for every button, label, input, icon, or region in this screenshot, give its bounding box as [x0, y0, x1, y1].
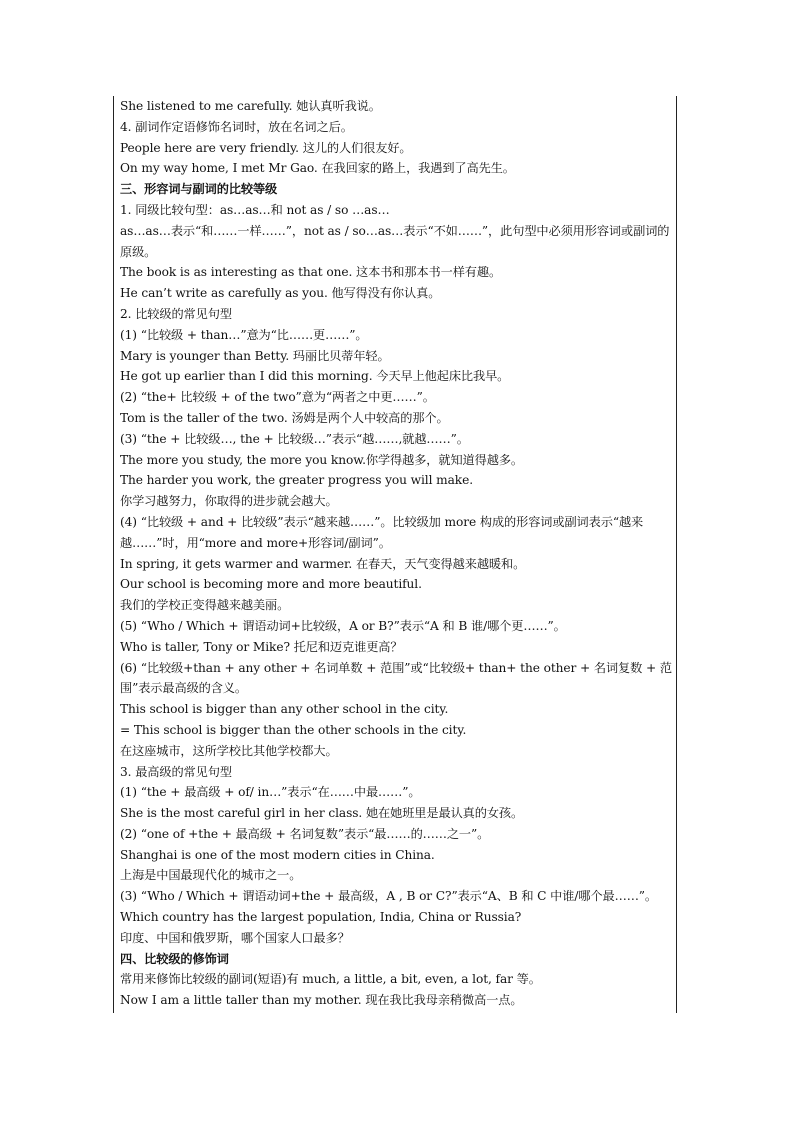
text-line: 在这座城市，这所学校比其他学校都大。	[120, 743, 338, 758]
text-paragraph: as…as…表示“和……一样……”，not as / so…as…表示“不如……”，此句型中必须用形容词或副词的原级。	[120, 223, 670, 259]
table-border-right	[676, 96, 677, 1013]
text-line: Who is taller, Tony or Mike? 托尼和迈克谁更高？	[120, 639, 403, 654]
text-line: The more you study, the more you know.你学得越多，就知道得越多。	[120, 452, 523, 467]
text-line: Our school is becoming more and more beautiful.	[120, 577, 422, 592]
text-line: Shanghai is one of the most modern cities in China.	[120, 847, 435, 862]
text-line: (1) “the + 最高级 + of/ in…”表示“在……中最……”。	[120, 785, 421, 800]
table-border-left	[113, 96, 114, 1013]
text-line: 1. 同级比较句型：as…as…和 not as / so …as…	[120, 202, 390, 217]
text-line: Mary is younger than Betty. 玛丽比贝蒂年轻。	[120, 348, 390, 363]
text-line: (2) “the+ 比较级 + of the two”意为“两者之中更……”。	[120, 390, 435, 405]
text-paragraph: (6) “比较级+than + any other + 名词单数 + 范围”或“比较级+ than+ the other + 名词复数 + 范围”表示最高级的含义。	[120, 660, 672, 696]
text-line: (5) “Who / Which + 谓语动词+比较级，A or B?”表示“A 和 B 谁/哪个更……”。	[120, 618, 566, 633]
text-line: 上海是中国最现代化的城市之一。	[120, 868, 302, 883]
text-line: He can’t write as carefully as you. 他写得没有你认真。	[120, 286, 441, 301]
text-line: 我们的学校正变得越来越美丽。	[120, 598, 290, 613]
text-line: She listened to me carefully. 她认真听我说。	[120, 99, 381, 113]
text-line: Tom is the taller of the two. 汤姆是两个人中较高的那个。	[120, 410, 449, 425]
section-heading: 三、形容词与副词的比较等级	[120, 182, 278, 197]
text-line: 4. 副词作定语修饰名词时，放在名词之后。	[120, 119, 353, 134]
text-line: 3. 最高级的常见句型	[120, 764, 232, 779]
text-line: (2) “one of +the + 最高级 + 名词复数”表示“最……的……之一”。	[120, 826, 490, 841]
text-line: She is the most careful girl in her class. 她在她班里是最认真的女孩。	[120, 806, 524, 821]
section-heading: 四、比较级的修饰词	[120, 951, 229, 966]
text-line: (3) “Who / Which + 谓语动词+the + 最高级，A , B or C?”表示“A、B 和 C 中谁/哪个最……”。	[120, 889, 658, 904]
text-line: (3) “the + 比较级…, the + 比较级…”表示“越……,就越……”。	[120, 431, 469, 446]
text-line: 常用来修饰比较级的副词(短语)有 much, a little, a bit, even, a lot, far 等。	[120, 972, 541, 987]
text-line: (1) “比较级 + than…”意为“比……更……”。	[120, 327, 368, 342]
text-line: People here are very friendly. 这儿的人们很友好。	[120, 140, 412, 155]
text-line: 印度、中国和俄罗斯，哪个国家人口最多？	[120, 930, 350, 945]
text-line: In spring, it gets warmer and warmer. 在春天，天气变得越来越暖和。	[120, 556, 526, 571]
text-line: He got up earlier than I did this morning. 今天早上他起床比我早。	[120, 369, 510, 384]
text-line: On my way home, I met Mr Gao. 在我回家的路上，我遇到了高先生。	[120, 161, 515, 176]
text-line: The book is as interesting as that one. 这本书和那本书一样有趣。	[120, 265, 502, 280]
text-line: Which country has the largest population, India, China or Russia?	[120, 910, 522, 925]
text-line: 你学习越努力，你取得的进步就会越大。	[120, 494, 338, 509]
text-line: = This school is bigger than the other schools in the city.	[120, 722, 467, 737]
document-body	[120, 96, 672, 1011]
text-paragraph: (4) “比较级 + and + 比较级”表示“越来越……”。比较级加 more 构成的形容词或副词表示“越来越……”时，用“more and more+形容词/副词”。	[120, 514, 644, 550]
text-line: 2. 比较级的常见句型	[120, 306, 232, 321]
text-line: Now I am a little taller than my mother. 现在我比我母亲稍微高一点。	[120, 993, 523, 1008]
text-line: This school is bigger than any other school in the city.	[120, 702, 449, 717]
text-line: The harder you work, the greater progress you will make.	[120, 473, 473, 488]
